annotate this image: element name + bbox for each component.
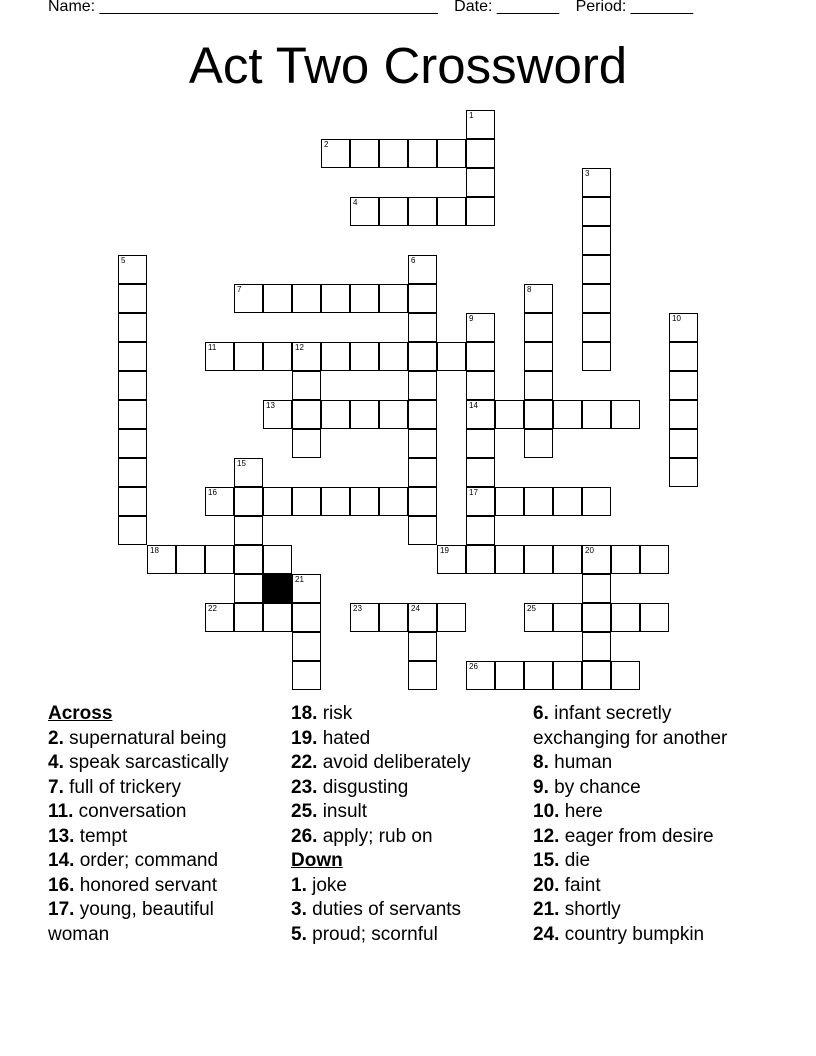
- clue-number: 1: [469, 111, 474, 120]
- across-heading: Across: [48, 703, 113, 724]
- grid-cell[interactable]: [263, 487, 292, 516]
- grid-cell[interactable]: [582, 313, 611, 342]
- across-clue: [48, 898, 273, 947]
- grid-cell[interactable]: [408, 516, 437, 545]
- clue-number: 25: [527, 604, 536, 613]
- grid-cell[interactable]: [582, 632, 611, 661]
- grid-cell[interactable]: [524, 342, 553, 371]
- across-clue: [48, 800, 273, 825]
- clue-number: 16: [208, 488, 217, 497]
- grid-cell[interactable]: [292, 429, 321, 458]
- grid-cell[interactable]: [379, 400, 408, 429]
- clue-number: 17.: [48, 899, 75, 920]
- clue-number: 22: [208, 604, 217, 613]
- grid-cell[interactable]: [495, 400, 524, 429]
- clue-number: 4: [353, 198, 358, 207]
- grid-cell[interactable]: [292, 342, 321, 371]
- grid-cell[interactable]: [379, 603, 408, 632]
- clues-column-3: [533, 702, 773, 947]
- grid-cell[interactable]: [292, 603, 321, 632]
- grid-cell[interactable]: [118, 371, 147, 400]
- grid-cell[interactable]: [466, 139, 495, 168]
- grid-cell[interactable]: [437, 197, 466, 226]
- clue-text: here: [564, 801, 603, 822]
- grid-cell[interactable]: [669, 400, 698, 429]
- grid-cell[interactable]: [466, 487, 495, 516]
- grid-cell[interactable]: [205, 342, 234, 371]
- grid-cell[interactable]: [321, 487, 350, 516]
- grid-cell[interactable]: [408, 342, 437, 371]
- clue-text: speak sarcastically: [69, 752, 229, 773]
- grid-cell[interactable]: [263, 284, 292, 313]
- grid-cell[interactable]: [582, 400, 611, 429]
- across-clue: [48, 874, 273, 899]
- clue-number: 13: [266, 401, 275, 410]
- grid-cell[interactable]: [466, 110, 495, 139]
- clue-number: 20: [585, 546, 594, 555]
- across-clue: [291, 825, 521, 850]
- clue-number: 18: [150, 546, 159, 555]
- page-title: Act Two Crossword: [188, 37, 628, 94]
- clue-text: joke: [312, 874, 347, 896]
- grid-cell[interactable]: [234, 284, 263, 313]
- clue-number: 2.: [48, 727, 64, 749]
- clue-number: 11.: [48, 801, 74, 822]
- clue-number: 22.: [291, 752, 318, 773]
- grid-cell[interactable]: [611, 400, 640, 429]
- grid-cell[interactable]: [408, 197, 437, 226]
- grid-cell[interactable]: [118, 429, 147, 458]
- grid-cell[interactable]: [611, 603, 640, 632]
- down-clue: [533, 702, 773, 751]
- grid-cell[interactable]: [292, 632, 321, 661]
- grid-cell[interactable]: [408, 661, 437, 690]
- clue-text: infant secretly exchanging for another: [533, 703, 728, 749]
- grid-cell[interactable]: [495, 661, 524, 690]
- grid-cell[interactable]: [263, 545, 292, 574]
- grid-cell[interactable]: [321, 342, 350, 371]
- grid-cell[interactable]: [640, 603, 669, 632]
- grid-cell[interactable]: [553, 661, 582, 690]
- grid-cell[interactable]: [292, 284, 321, 313]
- clue-number: 14: [469, 401, 478, 410]
- grid-cell[interactable]: [379, 284, 408, 313]
- clue-text: insult: [322, 801, 368, 822]
- grid-cell[interactable]: [234, 545, 263, 574]
- across-clue: [291, 751, 521, 776]
- grid-cell[interactable]: [408, 313, 437, 342]
- grid-cell[interactable]: [466, 371, 495, 400]
- grid-cell[interactable]: [176, 545, 205, 574]
- grid-cell[interactable]: [669, 458, 698, 487]
- grid-cell[interactable]: [408, 487, 437, 516]
- clues-column-1: [48, 702, 273, 947]
- clue-number: 8: [527, 285, 532, 294]
- clue-text: tempt: [79, 825, 128, 847]
- grid-cell[interactable]: [350, 603, 379, 632]
- clue-text: avoid deliberately: [322, 752, 471, 773]
- clue-number: 24.: [533, 923, 560, 945]
- clue-text: die: [564, 850, 591, 871]
- clue-text: hated: [322, 727, 371, 749]
- clue-number: 11: [208, 343, 217, 352]
- across-clue: [291, 800, 521, 825]
- across-clue: [48, 727, 273, 752]
- clue-number: 3: [585, 169, 590, 178]
- clue-number: 10.: [533, 801, 560, 822]
- clue-number: 23: [353, 604, 362, 613]
- grid-cell[interactable]: [234, 574, 263, 603]
- grid-cell[interactable]: [408, 371, 437, 400]
- clue-number: 20.: [533, 874, 560, 896]
- clue-number: 5: [121, 256, 126, 265]
- clue-number: 13.: [48, 825, 75, 847]
- grid-cell[interactable]: [669, 429, 698, 458]
- across-clue: [291, 702, 521, 727]
- grid-cell[interactable]: [466, 197, 495, 226]
- clue-number: 26.: [291, 825, 318, 847]
- down-clue: [291, 874, 521, 899]
- clue-text: disgusting: [322, 776, 409, 798]
- clue-text: human: [554, 752, 613, 773]
- grid-cell[interactable]: [292, 371, 321, 400]
- grid-cell[interactable]: [669, 342, 698, 371]
- clue-number: 12.: [533, 825, 560, 847]
- grid-cell[interactable]: [524, 429, 553, 458]
- across-clue: [48, 776, 273, 801]
- grid-cell[interactable]: [611, 545, 640, 574]
- clue-text: country bumpkin: [564, 923, 705, 945]
- clue-number: 10: [672, 314, 681, 323]
- grid-cell[interactable]: [379, 139, 408, 168]
- clue-number: 21: [295, 575, 304, 584]
- clue-text: supernatural being: [69, 727, 227, 749]
- grid-cell[interactable]: [408, 429, 437, 458]
- grid-cell[interactable]: [553, 545, 582, 574]
- grid-cell[interactable]: [292, 661, 321, 690]
- grid-cell[interactable]: [495, 545, 524, 574]
- grid-cell[interactable]: [408, 139, 437, 168]
- down-clue: [533, 923, 773, 948]
- grid-cell[interactable]: [118, 342, 147, 371]
- clue-text: shortly: [564, 899, 621, 920]
- grid-cell[interactable]: [611, 661, 640, 690]
- grid-cell[interactable]: [582, 574, 611, 603]
- grid-cell[interactable]: [582, 255, 611, 284]
- grid-cell[interactable]: [350, 487, 379, 516]
- grid-cell[interactable]: [437, 342, 466, 371]
- clue-number: 19: [440, 546, 449, 555]
- clue-number: 26: [469, 662, 478, 671]
- clue-number: 15: [237, 459, 246, 468]
- clue-number: 6.: [533, 703, 549, 724]
- grid-cell[interactable]: [263, 342, 292, 371]
- grid-cell[interactable]: [408, 458, 437, 487]
- grid-cell[interactable]: [466, 168, 495, 197]
- grid-cell[interactable]: [263, 400, 292, 429]
- down-clue: [533, 898, 773, 923]
- down-clue: [533, 751, 773, 776]
- across-clue: [48, 849, 273, 874]
- clues-column-2: [291, 702, 521, 947]
- grid-cell[interactable]: [350, 342, 379, 371]
- grid-cell[interactable]: [205, 487, 234, 516]
- clue-number: 14.: [48, 850, 75, 871]
- grid-cell[interactable]: [582, 226, 611, 255]
- grid-cell[interactable]: [205, 603, 234, 632]
- grid-cell[interactable]: [292, 574, 321, 603]
- grid-cell[interactable]: [524, 284, 553, 313]
- grid-cell[interactable]: [466, 400, 495, 429]
- grid-cell[interactable]: [466, 545, 495, 574]
- clue-text: young, beautiful woman: [48, 899, 214, 945]
- grid-cell[interactable]: [524, 313, 553, 342]
- across-clue: [48, 751, 273, 776]
- clue-number: 6: [411, 256, 416, 265]
- grid-cell[interactable]: [466, 429, 495, 458]
- grid-cell[interactable]: [669, 371, 698, 400]
- grid-cell[interactable]: [582, 284, 611, 313]
- grid-cell[interactable]: [524, 487, 553, 516]
- clue-number: 2: [324, 140, 329, 149]
- down-clue: [291, 898, 521, 923]
- clue-number: 4.: [48, 752, 64, 773]
- grid-cell[interactable]: [321, 139, 350, 168]
- grid-cell[interactable]: [234, 487, 263, 516]
- grid-cell[interactable]: [640, 545, 669, 574]
- grid-cell[interactable]: [466, 342, 495, 371]
- down-heading: Down: [291, 850, 343, 871]
- grid-cell[interactable]: [350, 139, 379, 168]
- down-clue: [533, 849, 773, 874]
- grid-cell[interactable]: [118, 487, 147, 516]
- clue-number: 8.: [533, 752, 549, 773]
- clue-text: proud; scornful: [312, 923, 438, 945]
- black-square: [263, 574, 292, 603]
- grid-cell[interactable]: [234, 516, 263, 545]
- grid-cell[interactable]: [263, 603, 292, 632]
- grid-cell[interactable]: [350, 197, 379, 226]
- grid-cell[interactable]: [234, 342, 263, 371]
- grid-cell[interactable]: [408, 255, 437, 284]
- grid-cell[interactable]: [524, 603, 553, 632]
- clue-number: 1.: [291, 874, 307, 896]
- down-clue: [533, 800, 773, 825]
- grid-cell[interactable]: [321, 284, 350, 313]
- date-field[interactable]: Date: _______: [454, 0, 560, 15]
- grid-cell[interactable]: [350, 284, 379, 313]
- grid-cell[interactable]: [379, 197, 408, 226]
- clue-number: 9.: [533, 776, 549, 798]
- grid-cell[interactable]: [205, 545, 234, 574]
- grid-cell[interactable]: [466, 458, 495, 487]
- grid-cell[interactable]: [379, 487, 408, 516]
- down-clue: [533, 825, 773, 850]
- clue-number: 5.: [291, 923, 307, 945]
- grid-cell[interactable]: [408, 400, 437, 429]
- grid-cell[interactable]: [437, 545, 466, 574]
- grid-cell[interactable]: [379, 342, 408, 371]
- grid-cell[interactable]: [582, 545, 611, 574]
- grid-cell[interactable]: [466, 313, 495, 342]
- grid-cell[interactable]: [118, 458, 147, 487]
- grid-cell[interactable]: [292, 487, 321, 516]
- grid-cell[interactable]: [669, 313, 698, 342]
- clue-number: 12: [295, 343, 304, 352]
- clue-number: 25.: [291, 801, 318, 822]
- grid-cell[interactable]: [234, 603, 263, 632]
- clue-text: faint: [564, 874, 601, 896]
- grid-cell[interactable]: [553, 400, 582, 429]
- clue-text: full of trickery: [69, 776, 182, 798]
- grid-cell[interactable]: [408, 284, 437, 313]
- clue-number: 19.: [291, 727, 318, 749]
- grid-cell[interactable]: [292, 400, 321, 429]
- clue-text: duties of servants: [312, 899, 462, 920]
- grid-cell[interactable]: [524, 661, 553, 690]
- grid-cell[interactable]: [582, 168, 611, 197]
- period-field[interactable]: Period: _______: [575, 0, 694, 15]
- grid-cell[interactable]: [437, 603, 466, 632]
- grid-cell[interactable]: [118, 313, 147, 342]
- grid-cell[interactable]: [466, 516, 495, 545]
- grid-cell[interactable]: [437, 139, 466, 168]
- clue-number: 16.: [48, 874, 75, 896]
- clue-number: 7: [237, 285, 242, 294]
- clue-number: 23.: [291, 776, 318, 798]
- clue-text: conversation: [78, 801, 187, 822]
- grid-cell[interactable]: [408, 632, 437, 661]
- grid-cell[interactable]: [234, 458, 263, 487]
- grid-cell[interactable]: [582, 342, 611, 371]
- grid-cell[interactable]: [553, 603, 582, 632]
- down-clue: [533, 776, 773, 801]
- grid-cell[interactable]: [408, 603, 437, 632]
- name-field[interactable]: Name: ______________________________________: [48, 0, 438, 15]
- grid-cell[interactable]: [495, 487, 524, 516]
- across-clue: [291, 776, 521, 801]
- grid-cell[interactable]: [524, 371, 553, 400]
- clue-number: 15.: [533, 850, 560, 871]
- grid-cell[interactable]: [321, 400, 350, 429]
- clue-number: 7.: [48, 776, 64, 798]
- grid-cell[interactable]: [118, 516, 147, 545]
- clue-text: order; command: [79, 850, 219, 871]
- clue-text: apply; rub on: [322, 825, 433, 847]
- across-clue: [291, 727, 521, 752]
- down-clue: [291, 923, 521, 948]
- grid-cell[interactable]: [524, 400, 553, 429]
- grid-cell[interactable]: [582, 197, 611, 226]
- clue-text: honored servant: [79, 874, 218, 896]
- clue-text: risk: [322, 703, 353, 724]
- grid-cell[interactable]: [582, 487, 611, 516]
- grid-cell[interactable]: [147, 545, 176, 574]
- clue-number: 21.: [533, 899, 560, 920]
- grid-cell[interactable]: [582, 661, 611, 690]
- grid-cell[interactable]: [118, 255, 147, 284]
- grid-cell[interactable]: [553, 487, 582, 516]
- down-clue: [533, 874, 773, 899]
- clue-number: 3.: [291, 899, 307, 920]
- clue-text: eager from desire: [564, 825, 714, 847]
- clue-number: 18.: [291, 703, 318, 724]
- grid-cell[interactable]: [118, 400, 147, 429]
- clue-number: 17: [469, 488, 478, 497]
- grid-cell[interactable]: [582, 603, 611, 632]
- clue-number: 9: [469, 314, 474, 323]
- across-clue: [48, 825, 273, 850]
- grid-cell[interactable]: [466, 661, 495, 690]
- clue-number: 24: [411, 604, 420, 613]
- grid-cell[interactable]: [350, 400, 379, 429]
- grid-cell[interactable]: [524, 545, 553, 574]
- clue-text: by chance: [554, 776, 641, 798]
- grid-cell[interactable]: [118, 284, 147, 313]
